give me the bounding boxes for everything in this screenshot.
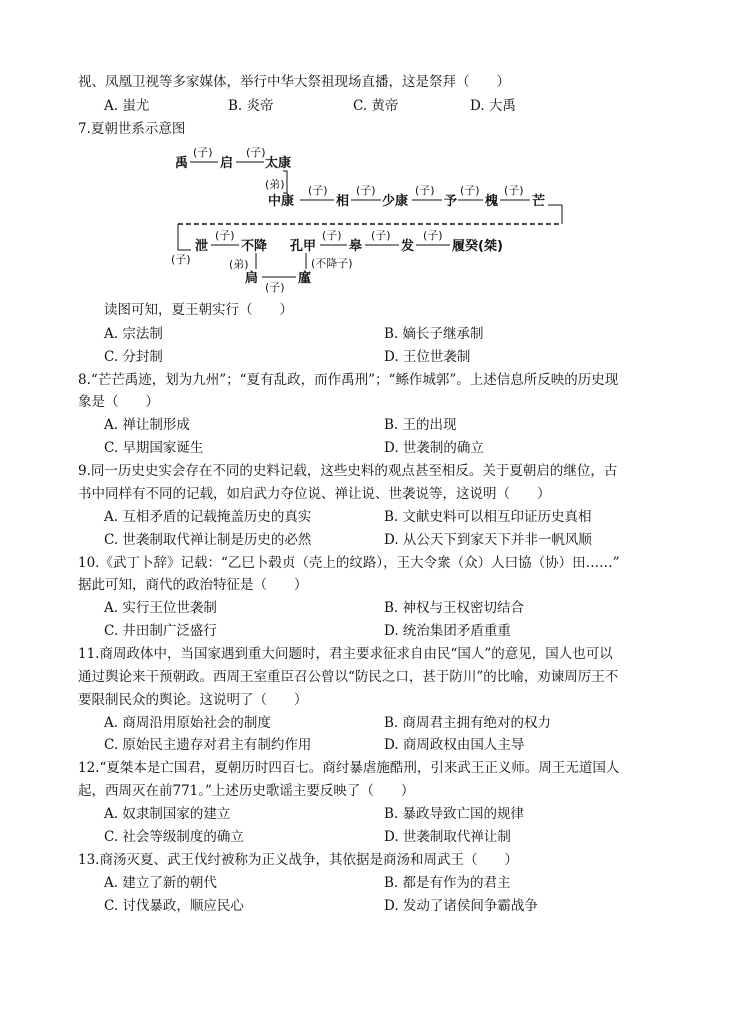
- rel-zi-13: (子): [265, 281, 285, 294]
- rel-zi-6: (子): [460, 184, 480, 197]
- q11-option-d: D. 商周政权由国人主导: [384, 737, 525, 753]
- link-left-bracket: [178, 224, 191, 250]
- q13-option-a: A. 建立了新的朝代: [104, 875, 217, 891]
- q7-option-c: C. 分封制: [104, 349, 163, 365]
- q8-option-d: D. 世袭制的确立: [384, 440, 484, 456]
- q9-stem-line1: 9.同一历史史实会存在不同的史料记载，这些史料的观点甚至相反。关于夏朝启的继位，古: [78, 463, 618, 479]
- q10-option-d: D. 统治集团矛盾重重: [384, 623, 511, 639]
- q12-stem-line1: 12.“夏桀本是亡国君，夏朝历时四百七。商纣暴虐施酷刑，引来武王正义师。周王无道国人: [78, 760, 620, 776]
- q11-stem-line3: 要限制民众的舆论。这说明了（ ）: [78, 692, 308, 708]
- node-shaokang: 少康: [382, 194, 409, 209]
- q10-stem-line2: 据此可知，商代的政治特征是（ ）: [78, 577, 308, 593]
- rel-zi-11: (子): [371, 229, 391, 242]
- node-fa: 发: [401, 239, 415, 254]
- node-zhongkang: 中康: [268, 194, 295, 209]
- q6-option-a: A. 蚩尤: [104, 98, 150, 114]
- q6-option-d: D. 大禹: [470, 98, 516, 114]
- rel-zi-10: (子): [322, 229, 342, 242]
- q8-stem-line2: 象是（ ）: [78, 394, 159, 410]
- rel-zi-3: (子): [308, 184, 328, 197]
- q11-stem-line2: 通过舆论来干预朝政。西周王室重臣召公曾以“防民之口，甚于防川”的比喻，劝谏周厉王不: [78, 669, 619, 685]
- q9-option-a: A. 互相矛盾的记载掩盖历史的真实: [104, 509, 312, 525]
- q8-option-b: B. 王的出现: [384, 417, 457, 433]
- q13-option-d: D. 发动了诸侯间争霸战争: [384, 898, 538, 914]
- q11-option-a: A. 商周沿用原始社会的制度: [104, 715, 271, 731]
- q12-option-a: A. 奴隶制国家的建立: [104, 806, 231, 822]
- node-kongjia: 孔甲: [290, 239, 317, 254]
- q11-option-b: B. 商周君主拥有绝对的权力: [384, 715, 552, 731]
- rel-zi-2: (子): [246, 146, 266, 159]
- q7-prompt: 读图可知，夏王朝实行（ ）: [104, 302, 293, 318]
- rel-zi-8: (子): [171, 253, 191, 266]
- rel-zi-9: (子): [215, 229, 235, 242]
- rel-zi-7: (子): [504, 184, 524, 197]
- q7-option-a: A. 宗法制: [104, 326, 163, 342]
- q6-stem: 视、凤凰卫视等多家媒体，举行中华大祭祖现场直播，这是祭拜（ ）: [78, 74, 510, 90]
- node-huai: 槐: [485, 194, 499, 209]
- node-bujiang: 不降: [241, 239, 268, 254]
- q10-stem-line1: 10.《武丁卜辞》记载：“乙巳卜毂贞（壳上的纹路），王大令衆（众）人曰協（协）田……”: [78, 555, 620, 571]
- q6-option-c: C. 黄帝: [353, 98, 399, 114]
- node-xie: 泄: [195, 239, 209, 254]
- q12-option-b: B. 暴政导致亡国的规律: [384, 806, 525, 822]
- q9-option-b: B. 文献史料可以相互印证历史真相: [384, 509, 592, 525]
- node-yu2: 予: [444, 194, 458, 209]
- q10-option-b: B. 神权与王权密切结合: [384, 600, 525, 616]
- node-taikang: 太康: [265, 156, 292, 171]
- node-qi: 启: [220, 156, 234, 171]
- q6-option-b: B. 炎帝: [228, 98, 274, 114]
- q13-option-c: C. 讨伐暴政，顺应民心: [104, 898, 244, 914]
- q8-option-a: A. 禅让制形成: [104, 417, 190, 433]
- q13-option-b: B. 都是有作为的君主: [384, 875, 511, 891]
- rel-zi-12: (子): [423, 229, 443, 242]
- q8-option-c: C. 早期国家诞生: [104, 440, 204, 456]
- node-xiang: 相: [336, 194, 350, 209]
- rel-di-1: (弟): [265, 178, 285, 191]
- q12-option-c: C. 社会等级制度的确立: [104, 829, 244, 845]
- q8-stem-line1: 8.“芒芒禹迹，划为九州”；“夏有乱政，而作禹刑”；“鲧作城郭”。上述信息所反映的历史现: [78, 372, 619, 388]
- node-yu: 禹: [175, 156, 189, 171]
- q12-stem-line2: 起，西周灭在前771。”上述历史歌谣主要反映了（ ）: [78, 783, 415, 799]
- q10-option-c: C. 井田制广泛盛行: [104, 623, 217, 639]
- q13-stem-line1: 13.商汤灭夏、武王伐纣被称为正义战争，其依据是商汤和周武王（ ）: [78, 852, 518, 868]
- xia-lineage-diagram: [0, 0, 737, 300]
- q12-option-d: D. 世袭制取代禅让制: [384, 829, 511, 845]
- q11-option-c: C. 原始民主遗存对君主有制约作用: [104, 737, 312, 753]
- q9-option-c: C. 世袭制取代禅让制是历史的必然: [104, 532, 312, 548]
- node-lugui-jie: 履癸(桀): [452, 239, 503, 254]
- node-jin: 廑: [298, 271, 312, 286]
- rel-bujiangzi: (不降子): [311, 257, 353, 270]
- rel-zi-4: (子): [356, 184, 376, 197]
- q7-option-b: B. 嫡长子继承制: [384, 326, 484, 342]
- rel-zi-1: (子): [193, 146, 213, 159]
- q7-option-d: D. 王位世袭制: [384, 349, 471, 365]
- node-mang: 芒: [532, 194, 546, 209]
- q11-stem-line1: 11.商周政体中，当国家遇到重大问题时，君主要求征求自由民“国人”的意见，国人也可以: [78, 646, 613, 662]
- node-jiong: 扃: [245, 271, 259, 286]
- node-gao: 皋: [349, 239, 363, 254]
- q7-title: 7.夏朝世系示意图: [78, 121, 186, 137]
- link-mang-down: [548, 205, 562, 224]
- q9-option-d: D. 从公天下到家天下并非一帆风顺: [384, 532, 592, 548]
- rel-di-2: (弟): [229, 258, 249, 271]
- q10-option-a: A. 实行王位世袭制: [104, 600, 217, 616]
- q9-stem-line2: 书中同样有不同的记载，如启武力夺位说、禅让说、世袭说等，这说明（ ）: [78, 486, 551, 502]
- rel-zi-5: (子): [415, 184, 435, 197]
